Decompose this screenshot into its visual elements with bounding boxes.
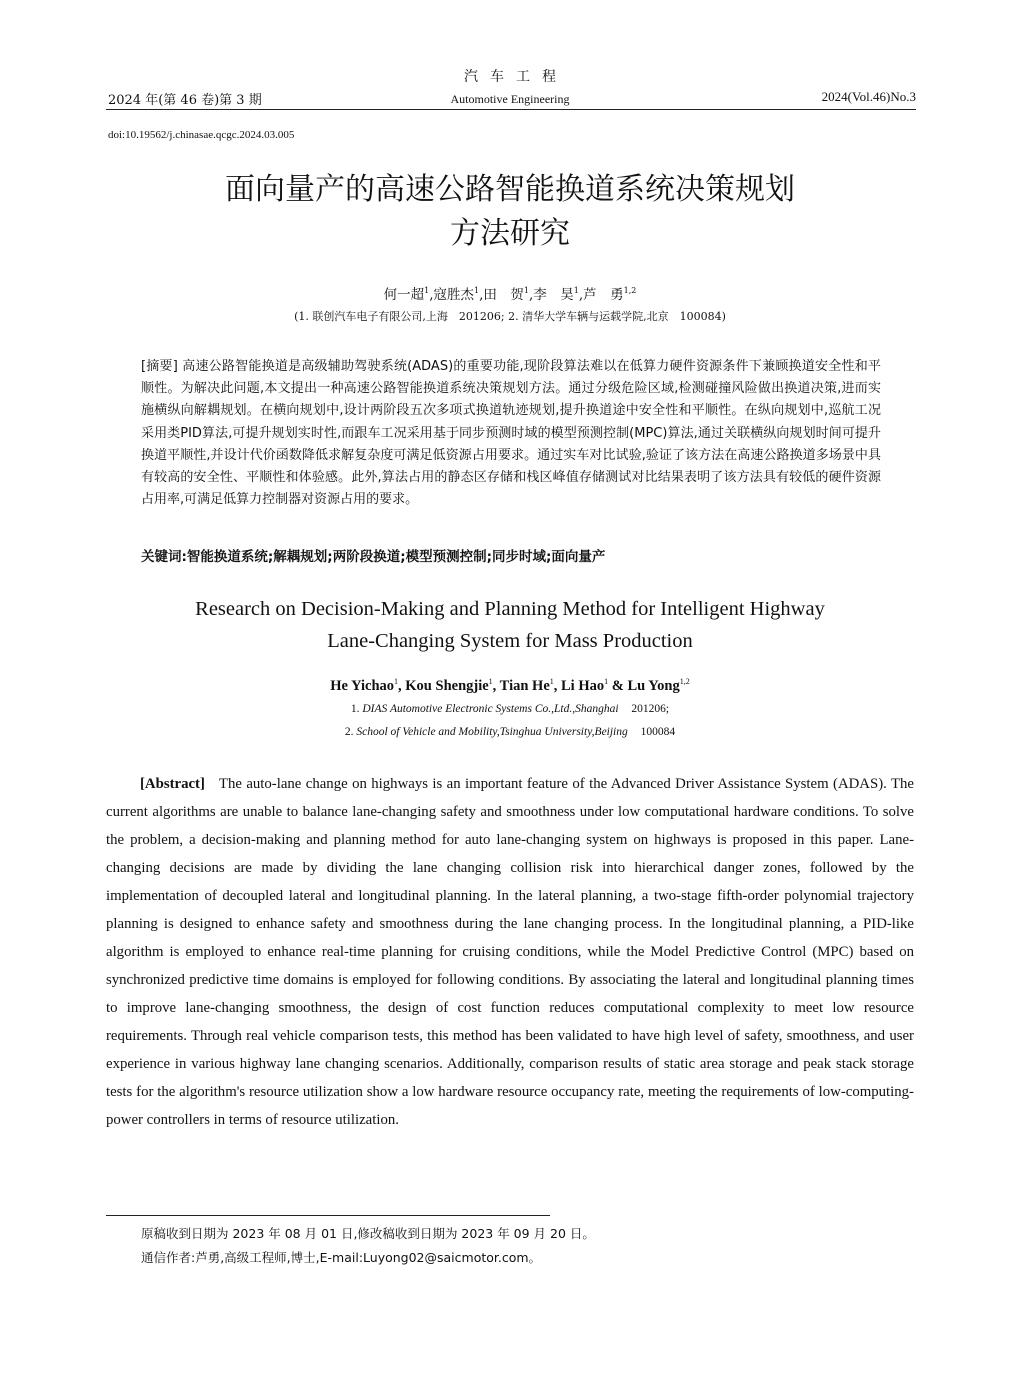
journal-name-cn: 汽车工程 bbox=[464, 69, 568, 85]
title-en-line-2: Lane-Changing System for Mass Production bbox=[327, 630, 693, 652]
author-sep: , bbox=[492, 678, 500, 694]
author-sup: 1 bbox=[604, 677, 609, 686]
abstract-en-label: [Abstract] bbox=[140, 776, 205, 792]
affiliation-num: 2. bbox=[344, 726, 354, 738]
footnote-rule bbox=[106, 1215, 550, 1216]
author-cn: 李 昊 bbox=[533, 287, 574, 303]
author-sup: 1 bbox=[573, 286, 579, 295]
affiliations-cn: (1. 联创汽车电子有限公司,上海 201206; 2. 清华大学车辆与运载学院,北京 100084) bbox=[294, 310, 726, 323]
issue-info-en: 2024(Vol.46)No.3 bbox=[821, 89, 916, 104]
author-sup: 1 bbox=[473, 286, 480, 295]
authors-en bbox=[0, 677, 1020, 695]
author-sup: 1 bbox=[549, 677, 554, 686]
title-cn bbox=[0, 168, 1020, 256]
author-sep: & bbox=[608, 678, 628, 694]
header-rule bbox=[106, 109, 916, 110]
author-sup: 1 bbox=[523, 286, 529, 295]
keywords-cn bbox=[141, 545, 881, 565]
abstract-en-text: The auto-lane change on highways is an important feature of the Advanced Driver Assistance System (ADAS). The current algorithms are unable to balance lane-changing safety and smoothness under low computational hardware conditions. To solve the problem, a decision-making and planning method for auto lane-changing system on highways is proposed in this paper. Lane-changing decisions are made by dividing the lane changing collision risk into hierarchical danger zones, followed by the implementation of decoupled lateral and longitudinal planning. In the lateral planning, a two-stage fifth-order polynomial trajectory planning is designed to enhance safety and smoothness during the lane changing process. In the longitudinal planning, a PID-like algorithm is employed to enhance real-time planning for cruising conditions, while the Model Predictive Control (MPC) based on synchronized predictive time domains is employed for following conditions. By associating the lateral and longitudinal planning times to improve lane-changing smoothness, the design of cost function reduces computational complexity to meet low resource requirements. Through real vehicle comparison tests, this method has been validated to have high level of safety, smoothness, and user experience in various highway lane changing scenarios. Additionally, comparison results of static area storage and peak stack storage tests for the algorithm's resource utilization show a low hardware resource occupancy rate, meeting the requirements of low-computing-power controllers in terms of resource utilization. bbox=[106, 776, 914, 1128]
author-cn: 何一超 bbox=[383, 287, 425, 303]
author-sup: 1,2 bbox=[679, 677, 690, 686]
title-en-line-1: Research on Decision-Making and Planning Method for Intelligent Highway bbox=[195, 598, 825, 620]
affiliation-en-2 bbox=[0, 726, 1020, 738]
affiliation-code: 100084 bbox=[640, 726, 676, 738]
authors-cn: 何一超$^1$,寇胜杰$^1$,田 贺$^1$,李 昊$^1$,芦 勇$^{1,2}$ bbox=[383, 286, 637, 303]
abstract-cn bbox=[141, 356, 881, 511]
author-cn: 寇胜杰 bbox=[433, 287, 474, 303]
affiliation-code: 201206; bbox=[631, 703, 670, 715]
affiliation-en-1 bbox=[0, 703, 1020, 715]
footnote-corresponding: 通信作者:芦勇,高级工程师,博士,E-mail:Luyong02@saicmotor.com。 bbox=[141, 1250, 542, 1265]
keywords-cn-label: 关键词: bbox=[141, 549, 187, 565]
author-sep: , bbox=[553, 678, 562, 694]
affiliation-num: 1. bbox=[350, 703, 360, 715]
author-cn: 田 贺 bbox=[483, 287, 524, 303]
title-cn-line-2: 方法研究 bbox=[450, 216, 570, 251]
author-sep: , bbox=[398, 678, 406, 694]
abstract-cn-text: 高速公路智能换道是高级辅助驾驶系统(ADAS)的重要功能,现阶段算法难以在低算力硬件资源条件下兼顾换道安全性和平顺性。为解决此问题,本文提出一种高速公路智能换道系统决策规划方法。通过分级危险区域,检测碰撞风险做出换道决策,进而实施横纵向解耦规划。在横向规划中,设计两阶段五次多项式换道轨迹规划,提升换道途中安全性和平顺性。在纵向规划中,巡航工况采用类PID算法,可提升规划实时性,而跟车工况采用基于同步预测时域的模型预测控制(MPC)算法,通过关联横纵向规划时间可提升换道平顺性,并设计代价函数降低求解复杂度可满足低资源占用要求。通过实车对比试验,验证了该方法在高速公路换道多场景中具有较高的安全性、平顺性和体验感。此外,算法占用的静态区存储和栈区峰值存储测试对比结果表明了该方法具有较低的硬件资源占用率,可满足低算力控制器对资源占用的要求。 bbox=[141, 359, 881, 508]
affiliation-name: DIAS Automotive Electronic Systems Co.,Ltd.,Shanghai bbox=[362, 703, 619, 715]
journal-name-en: Automotive Engineering bbox=[450, 92, 570, 106]
author-en: Li Hao bbox=[561, 678, 605, 694]
author-en: Lu Yong bbox=[627, 678, 680, 694]
issue-info-cn: 2024 年(第 46 卷)第 3 期 bbox=[108, 93, 262, 108]
abstract-cn-label: [摘要] bbox=[141, 359, 178, 374]
footnote-received: 原稿收到日期为 2023 年 08 月 01 日,修改稿收到日期为 2023 年 09 月 20 日。 bbox=[141, 1226, 595, 1241]
abstract-en bbox=[106, 770, 914, 1134]
author-en: Kou Shengjie bbox=[405, 678, 489, 694]
affiliation-name: School of Vehicle and Mobility,Tsinghua University,Beijing bbox=[356, 726, 628, 738]
title-cn-line-1: 面向量产的高速公路智能换道系统决策规划 bbox=[225, 172, 795, 207]
author-en: He Yichao bbox=[330, 678, 395, 694]
author-sup: 1,2 bbox=[623, 286, 637, 295]
title-en bbox=[0, 593, 1020, 657]
author-cn: 芦 勇 bbox=[583, 287, 624, 303]
author-sup: 1 bbox=[488, 677, 493, 686]
author-sup: 1 bbox=[394, 677, 399, 686]
doi[interactable]: doi:10.19562/j.chinasae.qcgc.2024.03.005 bbox=[108, 129, 295, 141]
author-en: Tian He bbox=[499, 678, 550, 694]
keywords-cn-text: 智能换道系统;解耦规划;两阶段换道;模型预测控制;同步时域;面向量产 bbox=[186, 549, 606, 565]
author-sup: 1 bbox=[424, 286, 430, 295]
